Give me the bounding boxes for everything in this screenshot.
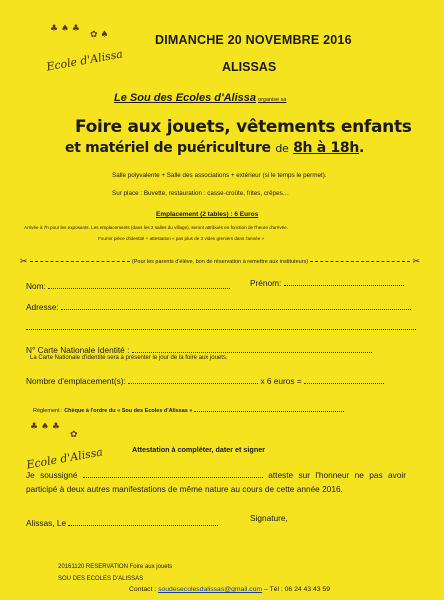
children-icon: ♣ ♠ ♣ [50, 24, 80, 34]
nb-label: Nombre d'emplacement(s): [26, 376, 126, 386]
nb-field[interactable] [26, 376, 384, 386]
cut-note: (Pour les parents d'élève, bon de réservation à remettre aux instituteurs) [131, 258, 309, 265]
contact-phone: – Tél : 06 24 43 43 59 [263, 586, 330, 593]
attestation-text [26, 468, 406, 496]
documents-text: Fournir pièce d'identité + attestation « pas plus de 2 vides greniers dans l'année » [98, 236, 265, 241]
nb-price: x 6 euros = [260, 376, 302, 386]
event-de: de [275, 142, 289, 155]
adresse-field-2[interactable] [26, 322, 416, 332]
cni-note: La Carte Nationale d'identité sera à présenter le jour de la foire aux jouets. [30, 355, 228, 361]
arrival-text: Arrivée à 7h pour les exposants. Les emplacements (dans les 2 salles du village), seront attribués en fonction de l'heure d'arrivée. [24, 225, 288, 230]
footer-ref: 20161120 RESERVATION Foire aux jouets [58, 564, 173, 570]
adresse-line-2[interactable] [26, 322, 416, 330]
event-hours-suffix: . [359, 140, 365, 156]
nom-label: Nom: [26, 281, 46, 291]
signature-label: Signature, [250, 513, 288, 523]
cni-line[interactable] [132, 345, 372, 353]
nb-line[interactable] [128, 376, 258, 384]
adresse-line[interactable] [61, 302, 411, 310]
attestation-start: Je soussigné [26, 470, 78, 480]
cut-dash [30, 261, 130, 262]
logo-text: Ecole d'Alissa [45, 47, 124, 74]
footer-org: SOU DES ECOLES D'ALISSAS [58, 576, 144, 582]
prenom-label: Prénom: [250, 278, 282, 288]
nom-field[interactable] [26, 281, 230, 291]
scissors-icon: ✂ [20, 256, 28, 266]
event-town: ALISSAS [222, 60, 277, 74]
contact-label: Contact : [129, 586, 157, 593]
event-date: DIMANCHE 20 NOVEMBRE 2016 [155, 33, 352, 47]
cut-line [20, 256, 420, 267]
children-icon: ✿ ♠ [90, 30, 109, 40]
reglement-text: Chèque à l'ordre du « Sou des Ecoles d'Alissas » [64, 408, 193, 414]
prenom-line[interactable] [284, 278, 404, 286]
scissors-icon: ✂ [412, 256, 421, 266]
children-icon: ♣ ♠ ♣ [30, 422, 60, 432]
contact-email[interactable]: soudesecolesdalissas@gmail.com [158, 586, 263, 593]
adresse-field[interactable] [26, 302, 411, 312]
place-label: Alissas, Le [26, 518, 67, 528]
reglement [33, 406, 344, 414]
cni-field[interactable] [26, 345, 372, 355]
cut-dash [310, 261, 410, 262]
cni-label: N° Carte Nationale Identité : [26, 345, 130, 355]
name-line[interactable] [83, 470, 263, 478]
reglement-label: Règlement : [33, 408, 63, 414]
event-subtitle [65, 140, 364, 156]
place-date[interactable] [26, 518, 218, 528]
logo-text: Ecole d'Alissa [25, 445, 104, 472]
date-line[interactable] [68, 518, 218, 526]
attestation-rest: atteste sur l'honneur ne pas avoir participé à deux autres manifestations de même nature au cours de cette année 2016. [26, 470, 406, 494]
event-title: Foire aux jouets, vêtements enfants [75, 117, 412, 137]
event-hours: 8h à 18h [293, 140, 360, 156]
contact [129, 586, 330, 593]
prenom-field[interactable] [250, 278, 404, 288]
spot-price: Emplacement (2 tables) : 6 Euros [156, 211, 259, 218]
onsite-text: Sur place : Buvette, restauration : casse-croûte, frites, crêpes… [112, 190, 290, 197]
organizer [114, 92, 286, 104]
reglement-line [194, 406, 344, 412]
nom-line[interactable] [48, 281, 230, 289]
adresse-label: Adresse: [26, 302, 59, 312]
event-subtitle-text: et matériel de puériculture [65, 140, 271, 156]
venue-text: Salle polyvalente + Salle des associations + extérieur (si le temps le permet). [112, 172, 327, 179]
total-line[interactable] [304, 376, 384, 384]
organizer-name: Le Sou des Ecoles d'Alissa [114, 92, 257, 104]
school-logo [28, 20, 138, 80]
organizer-suffix: organise sa [258, 97, 287, 103]
children-icon: ✿ [70, 430, 78, 440]
attestation-title: Attestation à compléter, dater et signer [132, 445, 266, 454]
